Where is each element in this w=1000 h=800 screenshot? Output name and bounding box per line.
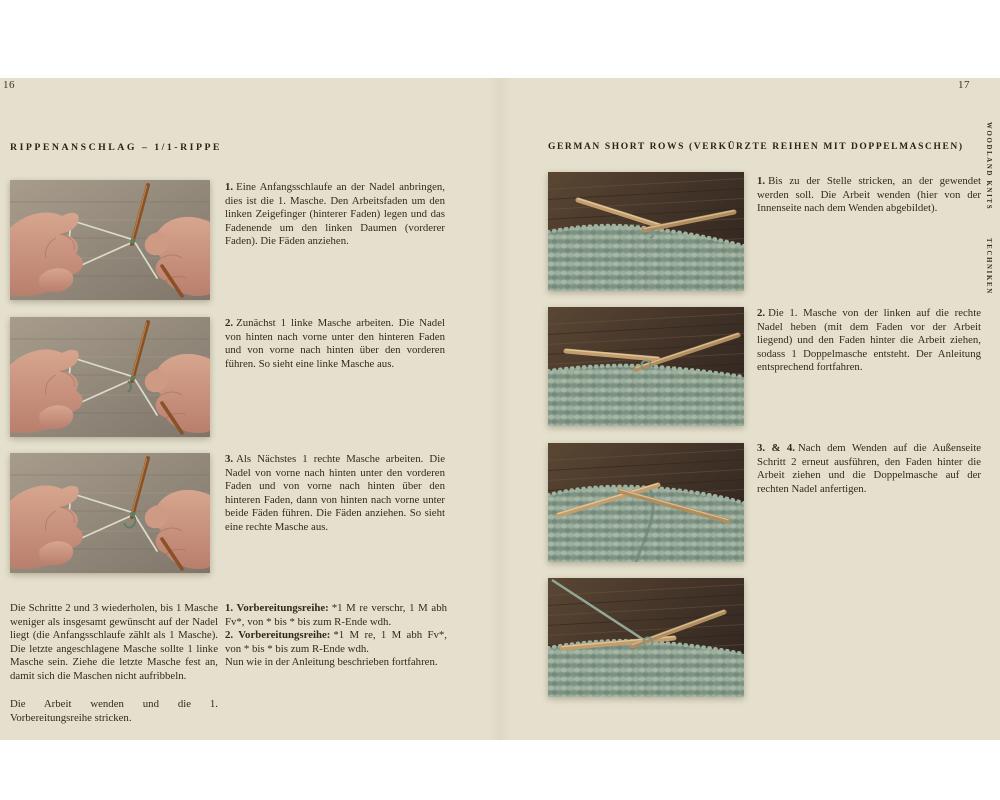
step-text-1 — [225, 181, 445, 249]
step-label: 1. — [225, 181, 234, 193]
step-text-2 — [225, 317, 445, 371]
page-number-left: 16 — [3, 79, 15, 91]
step-label: 2. — [225, 317, 234, 329]
photo-cast-on-step-3 — [10, 453, 210, 573]
photo-short-row-step-3 — [548, 443, 744, 562]
step-body: Die 1. Masche von der linken auf die rechte Nadel heben (mit dem Faden vor der Arbeit liegend) und den Faden hinter die Arbeit ziehen, sodass 1 Doppelmasche entsteht. Der Anleitung entsprechend fortfahren. — [757, 307, 981, 374]
step-body: Nach dem Wenden auf die Außenseite Schritt 2 erneut ausführen, den Faden hinter die Arbeit ziehen und die Doppelmasche auf der rechten Nadel anfertigen. — [757, 442, 982, 495]
prep-row-2 — [225, 629, 447, 656]
margin-book-title: WOODLAND KNITS — [985, 122, 992, 211]
step-text-3-4 — [757, 442, 981, 496]
step-body: Als Nächstes 1 rechte Masche arbeiten. Die Nadel von vorne nach hinten unter den vorderen Faden und von vorne nach hinten über den hinteren Faden, dann von hinten nach vorne unter beide Fäden führen. Die Fäden anziehen. So sieht eine rechte Masche aus. — [225, 453, 445, 533]
prep-note: Nun wie in der Anleitung beschrieben fortfahren. — [225, 656, 438, 669]
step-label: 3. — [225, 453, 234, 465]
left-page-heading: RIPPENANSCHLAG – 1/1-RIPPE — [10, 142, 222, 153]
step-body: Bis zu der Stelle stricken, an der gewendet werden soll. Die Arbeit wenden (hier von der Innenseite nach dem Wenden abgebildet). — [757, 175, 981, 215]
margin-section-label: TECHNIKEN — [985, 238, 992, 295]
prep-row-1 — [225, 602, 447, 629]
prep-row-body: *1 M re verschr, 1 M abh Fv*, von * bis * bis zum R-Ende wdh. — [225, 602, 447, 628]
step-text-3 — [225, 453, 445, 535]
photo-cast-on-step-1 — [10, 180, 210, 300]
photo-short-row-step-2 — [548, 307, 744, 426]
step-text-1 — [757, 175, 981, 216]
step-text-2 — [757, 307, 981, 375]
step-label: 3. & 4. — [757, 442, 795, 454]
photo-short-row-step-1 — [548, 172, 744, 291]
prep-row-label: 2. Vorbereitungsreihe: — [225, 629, 331, 642]
step-label: 2. — [757, 307, 766, 319]
page-number-right: 17 — [958, 79, 970, 91]
preparation-rows — [225, 602, 447, 670]
step-body: Zunächst 1 linke Masche arbeiten. Die Nadel von hinten nach vorne unter den hinteren Faden und von vorne nach hinten über den vorderen führen. So sieht eine linke Masche aus. — [225, 317, 445, 370]
closing-paragraph-1: Die Schritte 2 und 3 wiederholen, bis 1 Masche weniger als insgesamt gewünscht auf der Nadel liegt (die Anfangsschlaufe zählt als 1 Masche). Die letzte angeschlagene Masche sollte 1 linke Masche sein. Ziehe die letzte Masche fest an, damit sich die Maschen nicht aufribbeln. — [10, 602, 218, 682]
step-body: Eine Anfangsschlaufe an der Nadel anbringen, dies ist die 1. Masche. Den Arbeitsfaden um den linken Zeigefinger (hinterer Faden) legen und das Fadenende um den linken Daumen (vorderer Faden). Die Fäden anziehen. — [225, 181, 445, 248]
closing-paragraph-2: Die Arbeit wenden und die 1. Vorbereitungsreihe stricken. — [10, 698, 218, 724]
right-page-heading: GERMAN SHORT ROWS (VERKÜRZTE REIHEN MIT DOPPELMASCHEN) — [548, 142, 964, 152]
prep-row-body: *1 M re, 1 M abh Fv*, von * bis * bis zum R-Ende wdh. — [225, 629, 447, 655]
book-spread — [0, 78, 1000, 740]
step-label: 1. — [757, 175, 766, 187]
photo-cast-on-step-2 — [10, 317, 210, 437]
prep-row-label: 1. Vorbereitungsreihe: — [225, 602, 329, 614]
photo-short-row-step-4 — [548, 578, 744, 697]
